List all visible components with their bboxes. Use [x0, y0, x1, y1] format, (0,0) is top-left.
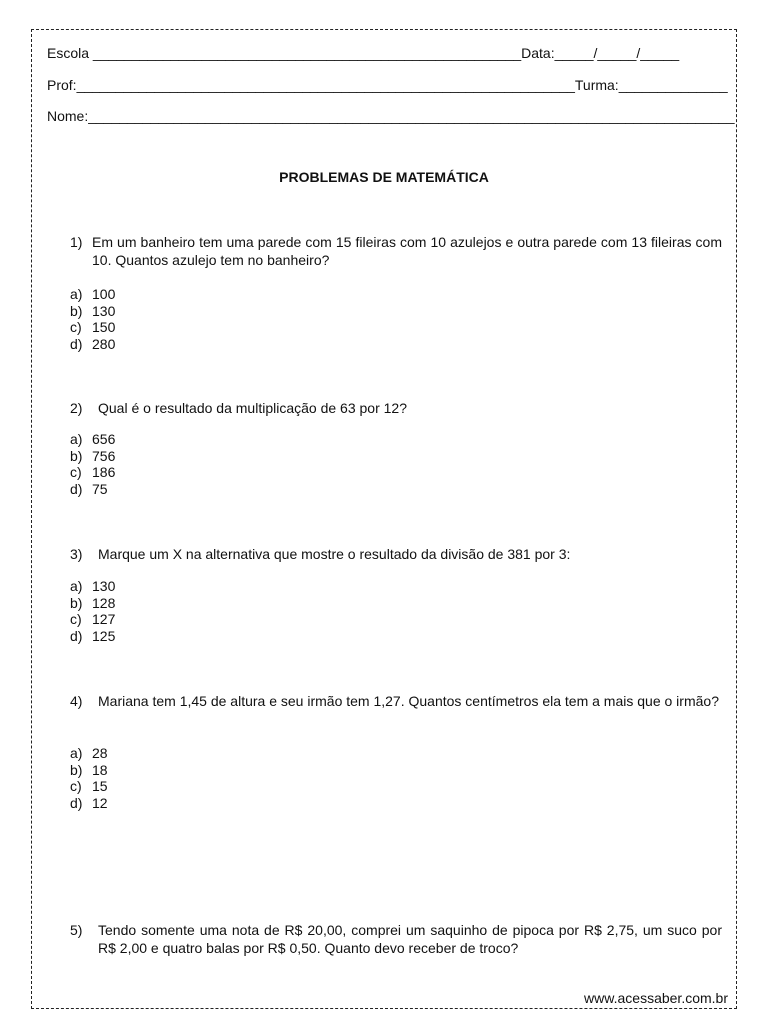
- option-value: 128: [92, 594, 116, 611]
- option-letter: c): [70, 778, 82, 795]
- option-letter: c): [70, 611, 82, 628]
- option-letter: a): [70, 286, 83, 302]
- option-letter: c): [70, 319, 82, 336]
- option-letter: d): [70, 794, 83, 811]
- option-b: [70, 762, 108, 779]
- question-number: 2): [70, 400, 83, 416]
- option-value: 130: [92, 578, 116, 594]
- option-value: 75: [92, 480, 108, 497]
- option-d: [70, 336, 115, 353]
- option-c: [70, 778, 108, 795]
- option-value: 130: [92, 302, 116, 319]
- option-letter: a): [70, 578, 83, 594]
- question-4-options: [70, 745, 108, 811]
- option-value: 28: [92, 745, 108, 761]
- option-d: [70, 628, 115, 645]
- question-text: Mariana tem 1,45 de altura e seu irmão tem 1,27. Quantos centímetros ela tem a mais que o irmão?: [98, 693, 719, 709]
- question-text: Marque um X na alternativa que mostre o resultado da divisão de 381 por 3:: [98, 546, 571, 562]
- option-d: [70, 795, 108, 812]
- option-a: [70, 431, 115, 448]
- worksheet-title: PROBLEMAS DE MATEMÁTICA: [279, 169, 489, 185]
- option-b: [70, 303, 115, 320]
- option-a: [70, 578, 115, 595]
- question-4: [70, 692, 722, 710]
- question-number: 1): [70, 234, 83, 250]
- question-5: [70, 921, 722, 957]
- option-value: 100: [92, 286, 116, 302]
- option-value: 15: [92, 778, 108, 795]
- question-number: 4): [70, 693, 83, 709]
- question-number: 5): [70, 922, 83, 938]
- option-c: [70, 611, 115, 628]
- option-letter: d): [70, 480, 83, 497]
- option-b: [70, 595, 115, 612]
- question-3-options: [70, 578, 115, 644]
- option-letter: c): [70, 464, 82, 481]
- question-1-options: [70, 286, 115, 352]
- question-2: [70, 399, 722, 417]
- header-nome-line: Nome:___________________________________________________________________________________: [47, 108, 735, 124]
- header-escola-line: Escola _______________________________________________________Data:_____/_____/_____: [47, 45, 680, 61]
- question-2-options: [70, 431, 115, 497]
- question-text: Qual é o resultado da multiplicação de 63 por 12?: [98, 400, 407, 416]
- question-text: Tendo somente uma nota de R$ 20,00, comprei um saquinho de pipoca por R$ 2,75, um suco por R$ 2,00 e quatro balas por R$ 0,50. Quanto devo receber de troco?: [98, 922, 722, 956]
- option-c: [70, 319, 115, 336]
- option-letter: a): [70, 745, 83, 761]
- header-prof-line: Prof:________________________________________________________________Turma:______________: [47, 77, 728, 93]
- option-a: [70, 286, 115, 303]
- option-letter: b): [70, 761, 83, 778]
- question-1: [70, 233, 722, 269]
- option-value: 127: [92, 611, 116, 628]
- option-letter: d): [70, 627, 83, 644]
- option-letter: a): [70, 431, 83, 447]
- option-b: [70, 448, 115, 465]
- option-value: 280: [92, 335, 116, 352]
- question-text: Em um banheiro tem uma parede com 15 fileiras com 10 azulejos e outra parede com 13 fileiras com 10. Quantos azulejo tem no banheiro?: [92, 234, 722, 268]
- option-letter: b): [70, 302, 83, 319]
- option-letter: d): [70, 335, 83, 352]
- option-value: 150: [92, 319, 116, 336]
- footer-website: www.acessaber.com.br: [584, 990, 728, 1006]
- option-value: 125: [92, 627, 116, 644]
- option-value: 656: [92, 431, 116, 447]
- option-value: 186: [92, 464, 116, 481]
- option-value: 12: [92, 794, 108, 811]
- question-3: [70, 545, 722, 563]
- question-number: 3): [70, 546, 83, 562]
- option-c: [70, 464, 115, 481]
- option-d: [70, 481, 115, 498]
- option-letter: b): [70, 447, 83, 464]
- option-value: 18: [92, 761, 108, 778]
- option-value: 756: [92, 447, 116, 464]
- option-letter: b): [70, 594, 83, 611]
- option-a: [70, 745, 108, 762]
